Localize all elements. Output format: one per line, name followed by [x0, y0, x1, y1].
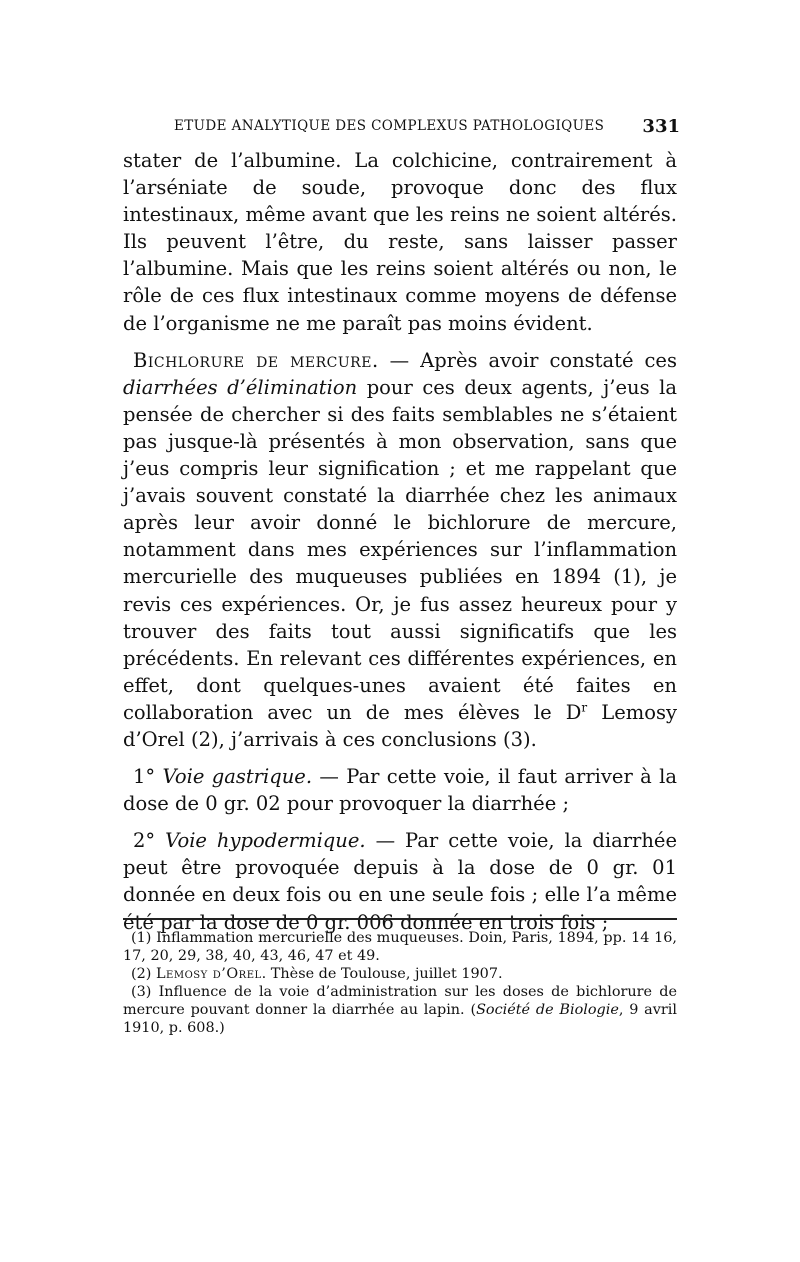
list-item-2-text: — Par cette voie, la diarrhée peut être provoquée depuis à la dose de 0 gr. 01 donnée en deux fois ou en une seule fois ; elle l’a même été par la dose de 0 gr. 006 donnée en trois fois ;: [123, 829, 677, 934]
page-number: 331: [642, 116, 680, 137]
list-item-1-text: — Par cette voie, il faut arriver à la dose de 0 gr. 02 pour provoquer la diarrhée ;: [123, 765, 677, 816]
paragraph-2-emphasis: diarrhées d’élimination: [123, 375, 358, 399]
paragraph-2-superscript: r: [581, 700, 588, 715]
footnote-3-journal: Société de Biologie: [476, 1002, 619, 1018]
paragraph-2-text-a: pour ces deux agents, j’eus la pensée de chercher si des faits semblables ne s’étaient pas jusque-là présentés à mon observation, sans que j’eus compris leur signification ; et me rappelant que j’avais souvent constaté la diarrhée chez les animaux après leur avoir donné le bichlorure de mercure, notamment dans mes expériences sur l’inflammation mercurielle des muqueuses publiées en 1894 (1), je revis ces expériences. Or, je fus assez heureux pour y trouver des faits tout aussi significatifs que les précédents. En relevant ces différentes expériences, en effet, dont quelques-unes avaient été faites en collaboration avec un de mes élèves le D: [123, 375, 677, 724]
section-heading: Bichlorure de mercure.: [133, 348, 379, 372]
list-item-1-number: 1°: [133, 765, 156, 789]
list-item-2-title: Voie hypodermique.: [165, 829, 366, 853]
page-header: [120, 116, 680, 140]
footnote-3-text-b: , 9 avril 1910, p. 608.): [123, 1002, 677, 1036]
footnote-3: [123, 983, 677, 1037]
paragraph-1: stater de l’albumine. La colchicine, contrairement à l’arséniate de soude, provoque donc des flux intestinaux, même avant que les reins ne soient altérés. Ils peuvent l’être, du reste, sans laisser passer l’albumine. Mais que les reins soient altérés ou non, le rôle de ces flux intestinaux comme moyens de défense de l’organisme ne me paraît pas moins évident.: [123, 149, 677, 335]
list-item-2-number: 2°: [133, 829, 156, 853]
footnote-1: (1) Inflammation mercurielle des muqueuses. Doin, Paris, 1894, pp. 14 16, 17, 20, 29, 38, 40, 43, 46, 47 et 49.: [123, 930, 677, 964]
footnote-2: [123, 965, 677, 983]
footnote-2-number: (2): [131, 966, 152, 982]
paragraph-2: [123, 347, 677, 753]
list-item-1-title: Voie gastrique.: [162, 765, 313, 789]
running-head: ETUDE ANALYTIQUE DES COMPLEXUS PATHOLOGIQUES: [174, 118, 605, 134]
main-text: [123, 147, 677, 936]
footnote-3-text-a: (3) Influence de la voie d’administration sur les doses de bichlorure de mercure pouvant donner la diarrhée au lapin. (: [123, 984, 677, 1018]
paragraph-2-dash: — Après avoir constaté ces: [378, 348, 677, 372]
footnote-divider: [123, 918, 677, 920]
list-item-1: [123, 763, 677, 817]
footnotes: [123, 929, 677, 1037]
paragraph-2-text-b: Lemosy d’Orel (2), j’arrivais à ces conclusions (3).: [123, 700, 677, 751]
footnote-2-author: Lemosy d’Orel: [155, 966, 262, 982]
footnote-2-text: . Thèse de Toulouse, juillet 1907.: [261, 966, 503, 982]
